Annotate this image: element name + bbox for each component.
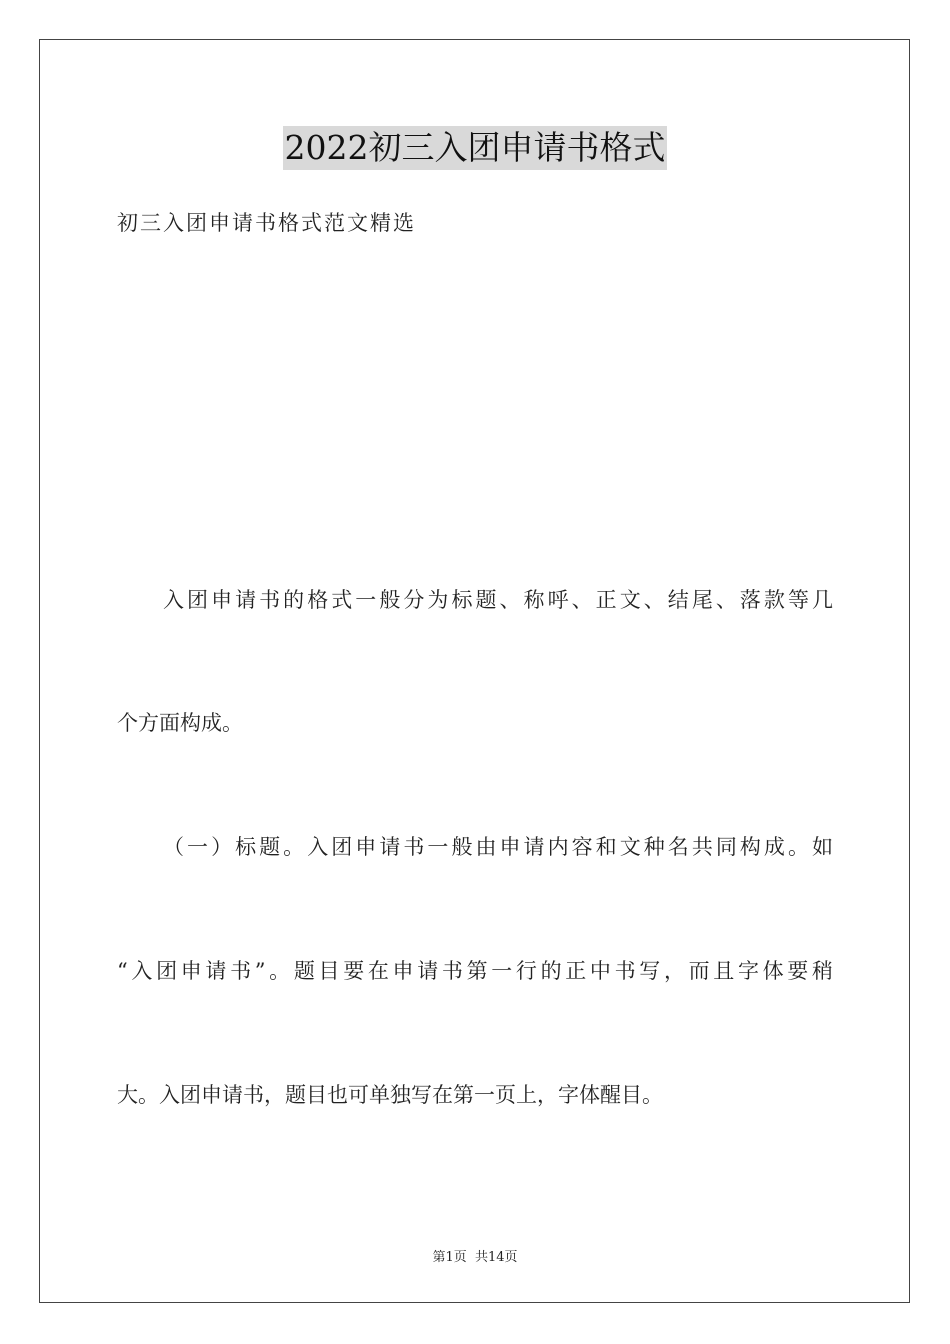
- title-container: [0, 126, 950, 170]
- page-number-total: 共14页: [474, 1250, 518, 1265]
- document-title: 2022初三入团申请书格式: [283, 126, 668, 170]
- paragraph-line-5: 大。入团申请书，题目也可单独写在第一页上，字体醒目。: [117, 1083, 663, 1107]
- paragraph-line-2: 个方面构成。: [117, 711, 243, 735]
- document-subtitle: 初三入团申请书格式范文精选: [117, 211, 416, 235]
- page-footer: [0, 1246, 950, 1265]
- page-number-current: 第1页: [432, 1250, 467, 1265]
- paragraph-line-3: （一）标题。入团申请书一般由申请内容和文种名共同构成。如: [163, 835, 833, 859]
- paragraph-line-4: “入团申请书”。题目要在申请书第一行的正中书写，而且字体要稍: [117, 959, 833, 983]
- paragraph-line-1: 入团申请书的格式一般分为标题、称呼、正文、结尾、落款等几: [163, 588, 833, 612]
